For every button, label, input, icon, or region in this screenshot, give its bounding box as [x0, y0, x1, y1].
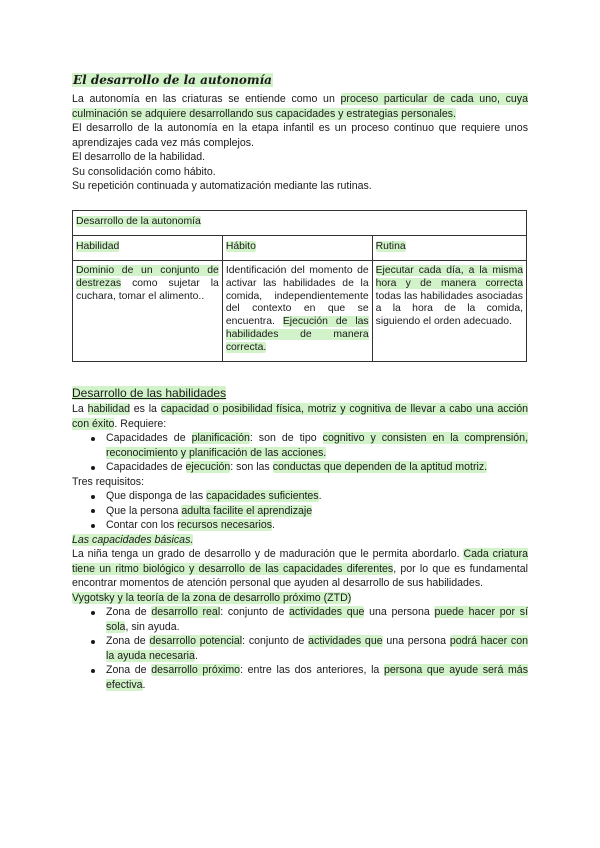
- table-column-row: [73, 236, 527, 261]
- list-item: Zona de desarrollo próximo: entre las dos anteriores, la persona que ayude será más efectiva.: [106, 664, 528, 691]
- habilidades-block: [72, 402, 528, 692]
- vygotsky-heading: Vygotsky y la teoría de la zona de desarrollo próximo (ZTD): [72, 591, 352, 604]
- table-header: Desarrollo de la autonomía: [73, 211, 527, 236]
- document-title: El desarrollo de la autonomía: [73, 73, 272, 87]
- column-rutina: Rutina: [372, 236, 526, 261]
- table-row: [73, 261, 527, 362]
- list-item: Que disponga de las capacidades suficientes.: [106, 489, 528, 504]
- basic-capacities-heading: Las capacidades básicas.: [72, 533, 194, 546]
- section-heading: Desarrollo de las habilidades: [72, 386, 227, 400]
- intro-block: [72, 92, 528, 194]
- requisitos-list: [72, 489, 528, 533]
- requires-list: [72, 431, 528, 475]
- cell-habilidad: Dominio de un conjunto de destrezas como sujetar la cuchara, tomar el alimento..: [73, 261, 223, 362]
- zones-list: [72, 605, 528, 692]
- column-habito: Hábito: [222, 236, 372, 261]
- intro-paragraph-2: El desarrollo de la autonomía en la etapa infantil es un proceso continuo que requiere unos aprendizajes cada vez más complejos.: [72, 122, 528, 149]
- list-item: Contar con los recursos necesarios.: [106, 518, 528, 533]
- list-item: Capacidades de planificación: son de tipo cognitivo y consisten en la comprensión, reconocimiento y planificación de las acciones.: [106, 432, 529, 459]
- intro-paragraph-4: Su consolidación como hábito.: [72, 165, 216, 178]
- cell-rutina: Ejecutar cada día, a la misma hora y de manera correcta todas las habilidades asociadas a la hora de la comida, siguiendo el orden adecuado.: [372, 261, 526, 362]
- basic-capacities-paragraph: La niña tenga un grado de desarrollo y de maduración que le permita abordarlo. Cada criatura tiene un ritmo biológico y desarrollo de las capacidades diferentes, por lo que es fundamental encontrar momentos de atención personal que ayuden al desarrollo de sus habilidades.: [72, 548, 529, 589]
- intro-paragraph-5: Su repetición continuada y automatización mediante las rutinas.: [72, 180, 372, 192]
- autonomy-table: [72, 210, 527, 362]
- list-item: Que la persona adulta facilite el aprendizaje: [106, 504, 528, 519]
- tres-requisitos-label: Tres requisitos:: [72, 475, 145, 488]
- intro-paragraph-1: La autonomía en las criaturas se entiende como un proceso particular de cada uno, cuya culminación se adquiere desarrollando sus capacidades y estrategias personales.: [72, 93, 528, 120]
- cell-habito: Identificación del momento de activar las habilidades de la comida, independientemente del contexto en que se encuentra. Ejecución de las habilidades de manera correcta.: [222, 261, 372, 362]
- list-item: Zona de desarrollo real: conjunto de actividades que una persona puede hacer por sí sola, sin ayuda.: [106, 606, 529, 633]
- table-header-row: [73, 211, 527, 236]
- list-item: Zona de desarrollo potencial: conjunto de actividades que una persona podrá hacer con la ayuda necesaria.: [106, 635, 529, 662]
- list-item: Capacidades de ejecución: son las conductas que dependen de la aptitud motriz.: [106, 460, 528, 475]
- habilidad-definition: La habilidad es la capacidad o posibilidad física, motriz y cognitiva de llevar a cabo una acción con éxito. Requiere:: [72, 403, 529, 430]
- intro-paragraph-3: El desarrollo de la habilidad.: [72, 151, 206, 163]
- column-habilidad: Habilidad: [73, 236, 223, 261]
